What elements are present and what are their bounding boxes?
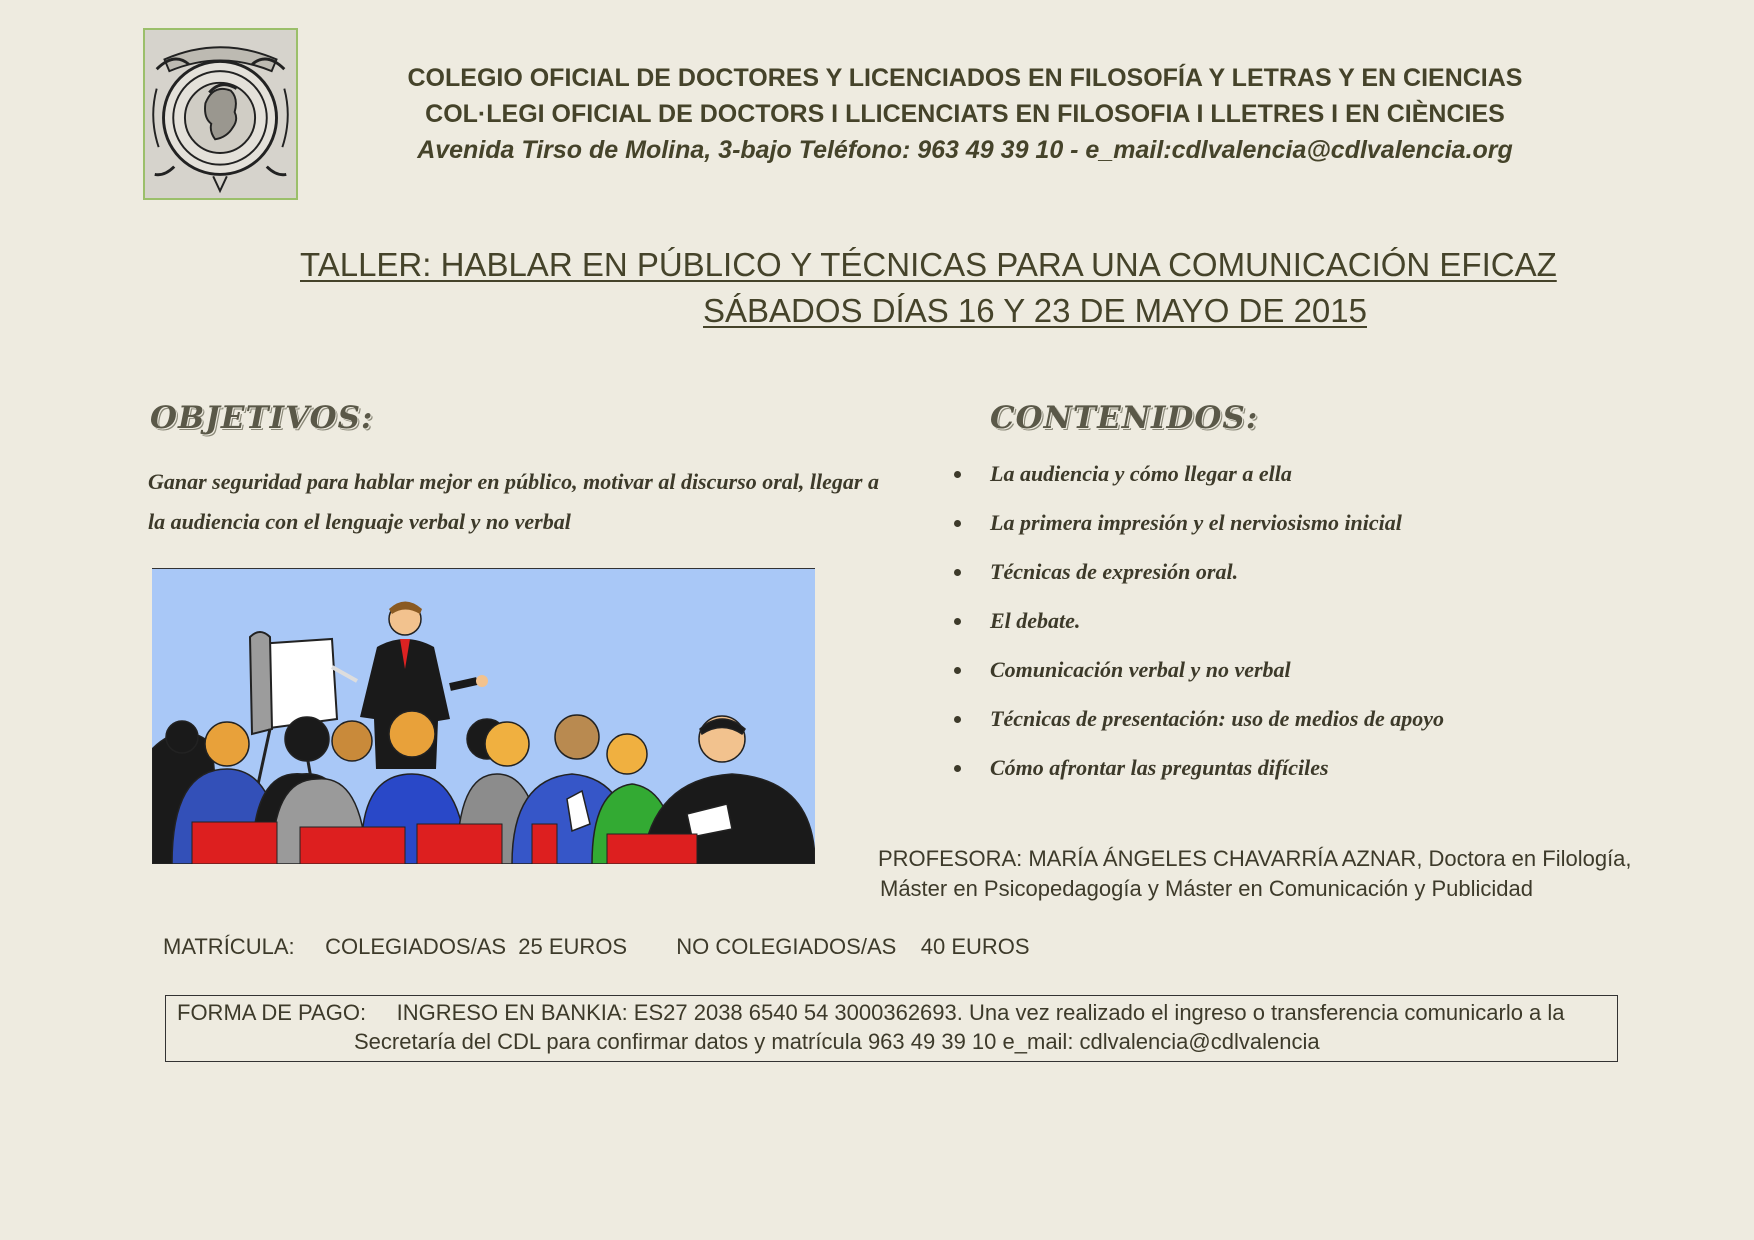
objetivos-heading: OBJETIVOS: <box>150 400 374 436</box>
payment-line-2: Secretaría del CDL para confirmar datos y matrícula 963 49 39 10 e_mail: cdlvalencia@cdlvalencia <box>354 1029 1320 1054</box>
objetivos-text: Ganar seguridad para hablar mejor en público, motivar al discurso oral, llegar a la audiencia con el lenguaje verbal y no verbal <box>148 469 879 534</box>
title-line-1: TALLER: HABLAR EN PÚBLICO Y TÉCNICAS PARA UNA COMUNICACIÓN EFICAZ <box>300 246 1557 283</box>
list-item: El debate. <box>950 603 1444 652</box>
contenidos-heading: CONTENIDOS: <box>990 400 1259 436</box>
payment-box <box>165 995 1618 1062</box>
teacher-line-2: Máster en Psicopedagogía y Máster en Comunicación y Publicidad <box>880 876 1534 901</box>
header-contact-line: Avenida Tirso de Molina, 3-bajo Teléfono: 963 49 39 10 - e_mail:cdlvalencia@cdlvalencia.org <box>417 136 1513 164</box>
list-item: La primera impresión y el nerviosismo inicial <box>950 505 1444 554</box>
header-line-2: COL·LEGI OFICIAL DE DOCTORS I LLICENCIATS EN FILOSOFIA I LLETRES I EN CIÈNCIES <box>425 100 1505 128</box>
teacher-line-1: PROFESORA: MARÍA ÁNGELES CHAVARRÍA AZNAR, Doctora en Filología, <box>878 846 1632 871</box>
list-item: Comunicación verbal y no verbal <box>950 652 1444 701</box>
fees-label: MATRÍCULA: <box>163 934 295 959</box>
workshop-title <box>300 242 1557 334</box>
list-item: Cómo afrontar las preguntas difíciles <box>950 750 1444 799</box>
list-item: Técnicas de expresión oral. <box>950 554 1444 603</box>
payment-line-1: FORMA DE PAGO: INGRESO EN BANKIA: ES27 2038 6540 54 3000362693. Una vez realizado el ingreso o transferencia comunicarlo a la <box>177 1000 1565 1025</box>
list-item: Técnicas de presentación: uso de medios de apoyo <box>950 701 1444 750</box>
enrollment-fees <box>163 934 1030 960</box>
list-item: La audiencia y cómo llegar a ella <box>950 456 1444 505</box>
contenidos-list <box>950 456 1444 799</box>
teacher-info <box>878 844 1632 904</box>
public-speaking-illustration <box>152 568 815 864</box>
title-line-2: SÁBADOS DÍAS 16 Y 23 DE MAYO DE 2015 <box>703 292 1367 329</box>
institution-header <box>380 60 1550 168</box>
fee-members: COLEGIADOS/AS 25 EUROS <box>325 934 628 959</box>
college-seal-icon <box>143 28 298 200</box>
fee-non-members: NO COLEGIADOS/AS 40 EUROS <box>676 934 1030 959</box>
header-line-1: COLEGIO OFICIAL DE DOCTORES Y LICENCIADOS EN FILOSOFÍA Y LETRAS Y EN CIENCIAS <box>407 64 1523 92</box>
title-dates <box>300 288 1500 334</box>
